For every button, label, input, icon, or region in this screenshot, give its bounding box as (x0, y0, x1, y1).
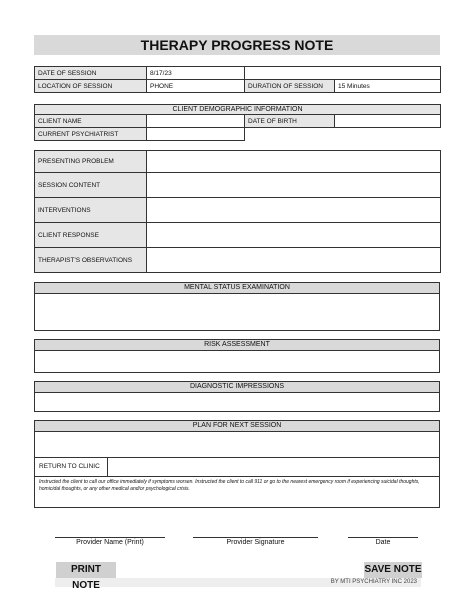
date-of-session-label: DATE OF SESSION (35, 67, 147, 80)
save-note-button[interactable]: SAVE NOTE (364, 562, 422, 578)
session-content-label: SESSION CONTENT (35, 173, 147, 198)
diagnostic-impressions-field[interactable] (35, 393, 439, 412)
plan-next-session-field[interactable] (35, 432, 439, 458)
return-to-clinic-field[interactable] (108, 458, 439, 476)
client-name-label: CLIENT NAME (35, 115, 147, 128)
clinical-notes-table (34, 150, 441, 273)
client-name-field[interactable] (147, 115, 245, 128)
date-of-session-field[interactable]: 8/17/23 (147, 67, 245, 80)
date-signature-line[interactable] (348, 537, 418, 538)
plan-next-session-section (34, 420, 440, 508)
interventions-field[interactable] (147, 198, 441, 223)
client-demographic-table (34, 104, 441, 141)
presenting-problem-label: PRESENTING PROBLEM (35, 151, 147, 173)
client-response-field[interactable] (147, 223, 441, 248)
therapists-observations-label: THERAPIST'S OBSERVATIONS (35, 248, 147, 273)
current-psychiatrist-label: CURRENT PSYCHIATRIST (35, 128, 147, 141)
copyright-footer: BY MTI PSYCHIATRY INC 2023 (55, 578, 421, 587)
location-of-session-field[interactable]: PHONE (147, 80, 245, 93)
disclaimer-text: Instructed the client to call our office immediately if symptoms worsen. Instructed the client to call 911 or go to the nearest emergency room if experiencing suicidal thoughts, homicidal thoughts, or any other medical and/or psychological crisis. (39, 479, 420, 492)
session-info-table (34, 66, 441, 93)
therapists-observations-field[interactable] (147, 248, 441, 273)
form-title: THERAPY PROGRESS NOTE (34, 35, 440, 55)
date-of-birth-label: DATE OF BIRTH (245, 115, 335, 128)
mental-status-section (34, 282, 440, 331)
session-blank-field[interactable] (245, 67, 441, 80)
provider-name-label: Provider Name (Print) (76, 539, 144, 546)
risk-assessment-header: RISK ASSESSMENT (35, 340, 439, 351)
diagnostic-impressions-header: DIAGNOSTIC IMPRESSIONS (35, 382, 439, 393)
print-note-button[interactable]: PRINT NOTE (56, 562, 116, 578)
duration-of-session-field[interactable]: 15 Minutes (335, 80, 441, 93)
location-of-session-label: LOCATION OF SESSION (35, 80, 147, 93)
provider-signature-line[interactable] (193, 537, 318, 538)
client-response-label: CLIENT RESPONSE (35, 223, 147, 248)
risk-assessment-field[interactable] (35, 351, 439, 373)
plan-next-session-header: PLAN FOR NEXT SESSION (35, 421, 439, 432)
provider-signature-label: Provider Signature (226, 539, 285, 546)
duration-of-session-label: DURATION OF SESSION (245, 80, 335, 93)
risk-assessment-section (34, 339, 440, 373)
presenting-problem-field[interactable] (147, 151, 441, 173)
mental-status-header: MENTAL STATUS EXAMINATION (35, 283, 439, 294)
mental-status-field[interactable] (35, 294, 439, 331)
diagnostic-impressions-section (34, 381, 440, 412)
interventions-label: INTERVENTIONS (35, 198, 147, 223)
client-demographic-header: CLIENT DEMOGRAPHIC INFORMATION (35, 105, 441, 115)
return-to-clinic-row (35, 458, 439, 477)
date-signature-label: Date (375, 539, 391, 546)
return-to-clinic-label: RETURN TO CLINIC (35, 458, 108, 476)
current-psychiatrist-field[interactable] (147, 128, 245, 141)
date-of-birth-field[interactable] (335, 115, 441, 128)
session-content-field[interactable] (147, 173, 441, 198)
provider-name-line[interactable] (55, 537, 165, 538)
empty-cell (245, 128, 441, 141)
